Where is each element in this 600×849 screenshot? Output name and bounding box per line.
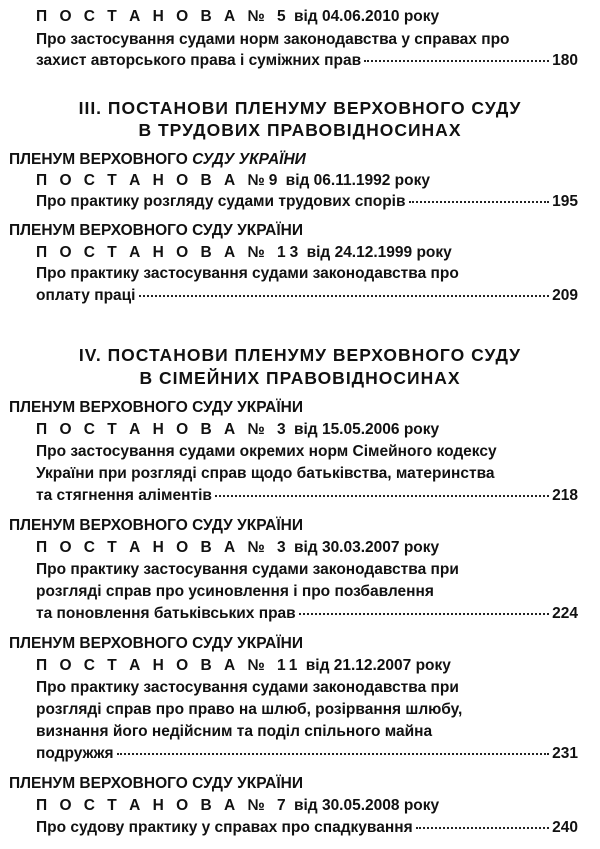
dot-leader [215,495,549,497]
entry-text: та поновлення батьківських прав [36,605,296,622]
page-number: 180 [552,52,578,69]
entry-text: захист авторського права і суміжних прав [36,52,362,69]
toc-entry[interactable] [36,286,578,305]
toc-entry[interactable] [36,818,578,837]
toc-entry[interactable] [36,486,578,505]
dot-leader [139,295,550,297]
decree-title: П О С Т А Н О В А № 7 від 30.05.2008 року [36,797,440,814]
page-number: 209 [552,287,578,304]
section-heading: III. ПОСТАНОВИ ПЛЕНУМУ ВЕРХОВНОГО СУДУ [78,98,522,118]
entry-text: та стягнення аліментів [36,487,212,504]
section-heading: В СІМЕЙНИХ ПРАВОВІДНОСИНАХ [139,368,461,388]
toc-entry[interactable] [36,51,578,70]
entry-text: України при розгляді справ щодо батьківства, материнства [36,465,495,482]
plenum-heading: ПЛЕНУМ ВЕРХОВНОГО СУДУ УКРАЇНИ [9,517,303,534]
dot-leader [364,60,549,62]
entry-text: визнання його недійсним та поділ спільного майна [36,723,433,740]
entry-text: розгляді справ про право на шлюб, розірвання шлюбу, [36,701,463,718]
decree-title: П О С Т А Н О В А №9 від 06.11.1992 року [36,172,430,189]
decree-title: П О С Т А Н О В А № 5 від 04.06.2010 року [36,8,440,25]
plenum-heading: ПЛЕНУМ ВЕРХОВНОГО СУДУ УКРАЇНИ [9,635,303,652]
page-number: 240 [552,819,578,836]
toc-entry[interactable] [36,744,578,763]
section-heading: В ТРУДОВИХ ПРАВОВІДНОСИНАХ [138,120,462,140]
plenum-heading: ПЛЕНУМ ВЕРХОВНОГО СУДУ УКРАЇНИ [9,399,303,416]
toc-entry[interactable] [36,604,578,623]
decree-title: П О С Т А Н О В А № 11 від 21.12.2007 року [36,657,451,674]
decree-title: П О С Т А Н О В А № 3 від 15.05.2006 року [36,421,440,438]
entry-text: Про застосування судами окремих норм Сімейного кодексу [36,443,497,460]
plenum-heading: ПЛЕНУМ ВЕРХОВНОГО СУДУ УКРАЇНИ [9,222,303,239]
plenum-heading: ПЛЕНУМ ВЕРХОВНОГО СУДУ УКРАЇНИ [9,151,306,168]
decree-title: П О С Т А Н О В А № 13 від 24.12.1999 року [36,244,452,261]
dot-leader [117,753,550,755]
dot-leader [409,201,550,203]
plenum-heading: ПЛЕНУМ ВЕРХОВНОГО СУДУ УКРАЇНИ [9,775,303,792]
page-number: 224 [552,605,578,622]
decree-title: П О С Т А Н О В А № 3 від 30.03.2007 року [36,539,440,556]
page-number: 231 [552,745,578,762]
dot-leader [416,827,549,829]
toc-entry[interactable] [36,192,578,211]
page-number: 218 [552,487,578,504]
entry-text: Про практику застосування судами законодавства при [36,561,459,578]
entry-text: Про застосування судами норм законодавства у справах про [36,31,510,48]
section-heading: IV. ПОСТАНОВИ ПЛЕНУМУ ВЕРХОВНОГО СУДУ [78,345,522,365]
entry-text: Про практику розгляду судами трудових спорів [36,193,406,210]
page-number: 195 [552,193,578,210]
dot-leader [299,613,549,615]
entry-text: розгляді справ про усиновлення і про позбавлення [36,583,434,600]
entry-text: Про практику застосування судами законодавства про [36,265,459,282]
entry-text: Про судову практику у справах про спадкування [36,819,413,836]
entry-text: Про практику застосування судами законодавства при [36,679,459,696]
entry-text: подружжя [36,745,114,762]
entry-text: оплату праці [36,287,136,304]
